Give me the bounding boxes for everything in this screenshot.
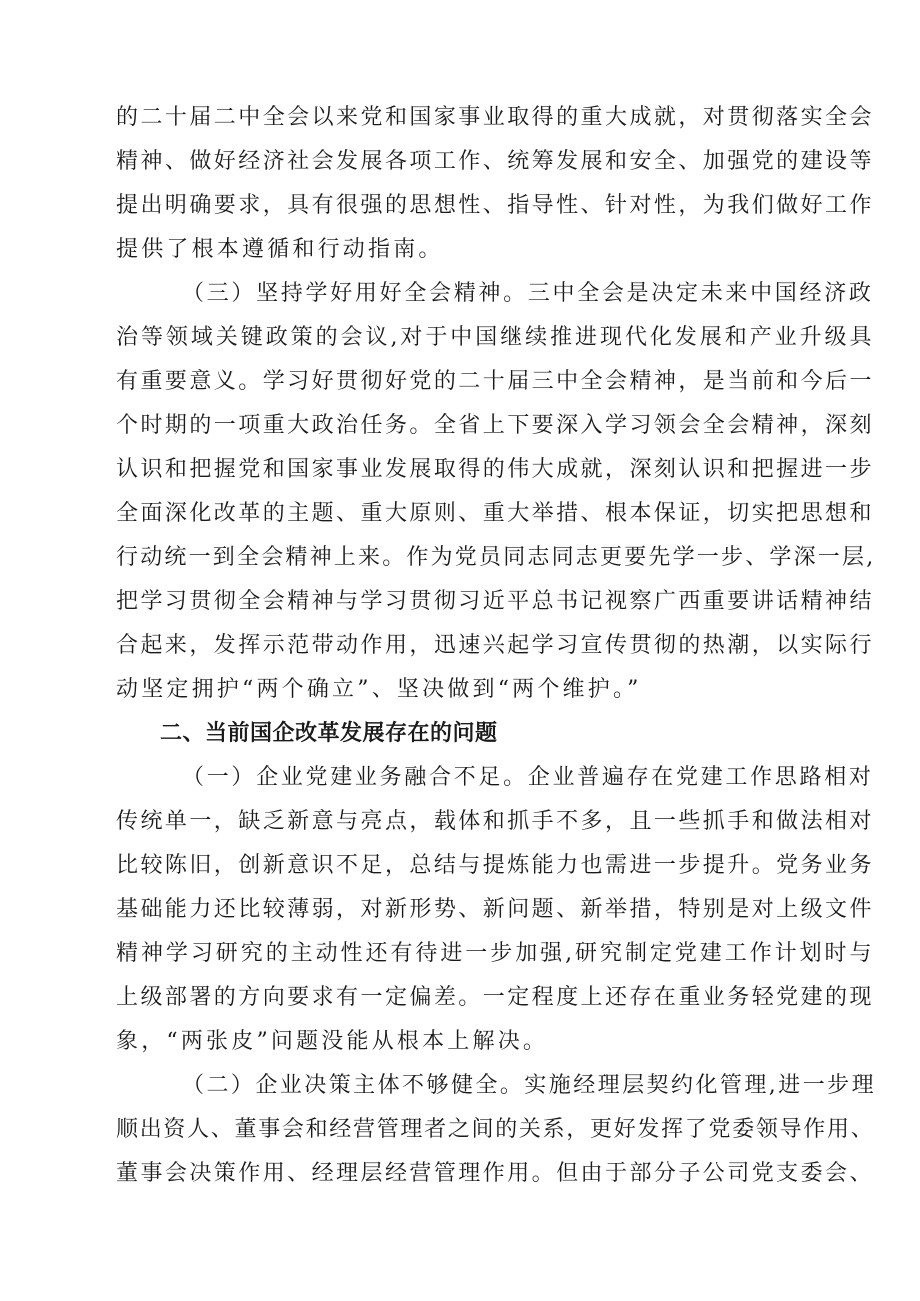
text-line: 基础能力还比较薄弱，对新形势、新问题、新举措，特别是对上级文件	[116, 897, 874, 922]
section-heading: 二、当前国企改革发展存在的问题	[160, 721, 498, 746]
text-line: 动坚定拥护“两个确立”、坚决做到“两个维护。”	[116, 677, 642, 702]
text-line: 认识和把握党和国家事业发展取得的伟大成就，深刻认识和把握进一步	[116, 457, 874, 482]
text-line: 精神、做好经济社会发展各项工作、统筹发展和安全、加强党的建设等	[116, 149, 874, 174]
text-line: 董事会决策作用、经理层经营管理作用。但由于部分子公司党支委会、	[116, 1161, 874, 1186]
text-line: 提供了根本遵循和行动指南。	[116, 237, 444, 262]
text-line: （一）企业党建业务融合不足。企业普遍存在党建工作思路相对	[182, 765, 874, 790]
text-line: 提出明确要求，具有很强的思想性、指导性、针对性，为我们做好工作	[116, 193, 874, 218]
text-line: 传统单一，缺乏新意与亮点，载体和抓手不多，且一些抓手和做法相对	[116, 809, 874, 834]
text-line: 有重要意义。学习好贯彻好党的二十届三中全会精神，是当前和今后一	[116, 369, 874, 394]
document-body	[116, 96, 877, 1196]
text-line: 顺出资人、董事会和经营管理者之间的关系，更好发挥了党委领导作用、	[116, 1117, 875, 1142]
text-line: 行动统一到全会精神上来。作为党员同志同志更要先学一步、学深一层,	[116, 545, 876, 570]
text-line: 合起来，发挥示范带动作用，迅速兴起学习宣传贯彻的热潮，以实际行	[116, 633, 874, 658]
text-line: （二）企业决策主体不够健全。实施经理层契约化管理,进一步理	[182, 1073, 877, 1098]
text-line: 的二十届二中全会以来党和国家事业取得的重大成就，对贯彻落实全会	[116, 105, 874, 130]
text-line: 象，“两张皮”问题没能从根本上解决。	[116, 1029, 549, 1054]
text-line: 全面深化改革的主题、重大原则、重大举措、根本保证，切实把思想和	[116, 501, 874, 526]
text-line: 精神学习研究的主动性还有待进一步加强,研究制定党建工作计划时与	[116, 941, 875, 966]
text-line: 把学习贯彻全会精神与学习贯彻习近平总书记视察广西重要讲话精神结	[116, 589, 874, 614]
text-line: 个时期的一项重大政治任务。全省上下要深入学习领会全会精神，深刻	[116, 413, 874, 438]
text-line: 治等领域关键政策的会议,对于中国继续推进现代化发展和产业升级具	[116, 325, 875, 350]
text-line: 比较陈旧，创新意识不足，总结与提炼能力也需进一步提升。党务业务	[116, 853, 874, 878]
text-line: 上级部署的方向要求有一定偏差。一定程度上还存在重业务轻党建的现	[116, 985, 874, 1010]
text-line: （三）坚持学好用好全会精神。三中全会是决定未来中国经济政	[182, 281, 874, 306]
